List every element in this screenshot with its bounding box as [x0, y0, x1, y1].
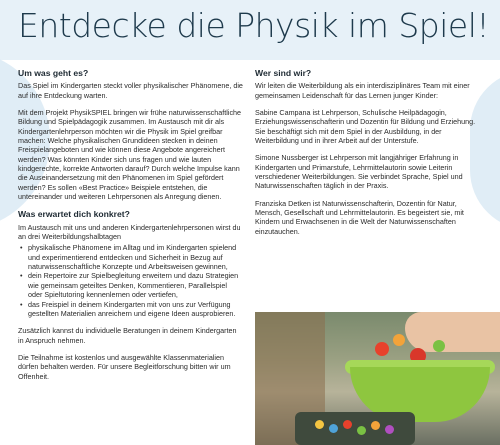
page-title: Entdecke die Physik im Spiel!: [18, 6, 490, 45]
photo-bead: [343, 420, 352, 429]
section-heading-who: Wer sind wir?: [255, 68, 312, 78]
expect-list: [18, 243, 243, 318]
photo-bead: [385, 425, 394, 434]
list-item: • dein Repertoire zur Spielbegleitung erweitern und dazu Strategien wie gemeinsam geteiltes Denken, Kommentieren, Parallelspiel oder Spieltutoring kennenlernen oder vertiefen,: [18, 271, 243, 299]
photo-bead: [371, 421, 380, 430]
list-item: • physikalische Phänomene im Alltag und im Kindergarten spielend und experimentierend entdecken und Sicherheit in Bezug auf naturwissenschaftliche Konzepte und Arbeitsweisen gewinnen,: [18, 243, 243, 271]
photo-hand: [405, 312, 500, 352]
bio-campana: Sabine Campana ist Lehrperson, Schulische Heilpädagogin, Erziehungswissenschafterin und Dozentin für Bildung und Erziehung. Sie beschäftigt sich mit dem Spiel in der Ausbildung, in der Weiterbildung und in ihrer Arbeit auf der Unterstufe.: [255, 107, 476, 145]
photo-ball: [393, 334, 405, 346]
intro-paragraph: Das Spiel im Kindergarten steckt voller physikalischer Phänomene, die auf ihre Entdeckung warten.: [18, 81, 243, 100]
team-paragraph: Wir leiten die Weiterbildung als ein interdisziplinäres Team mit einer gemeinsamen Leidenschaft für das Lernen junger Kinder:: [255, 81, 470, 100]
photo-bead: [357, 426, 366, 435]
photo-bead: [329, 424, 338, 433]
photo-children-playing: [255, 312, 500, 445]
photo-bead: [315, 420, 324, 429]
photo-tray: [295, 412, 415, 445]
section-heading-expect: Was erwartet dich konkret?: [18, 209, 130, 220]
consulting-paragraph: Zusätzlich kannst du individuelle Beratungen in deinem Kindergarten in Anspruch nehmen.: [18, 326, 237, 345]
right-column: [255, 68, 480, 244]
bio-detken: Franziska Detken ist Naturwissenschafterin, Dozentin für Natur, Mensch, Gesellschaft und Lehrmittelautorin. Es begeistert sie, mit Kindern und Erwachsenen in die Welt der Naturwissenschaften einzutauchen.: [255, 198, 464, 236]
participation-paragraph: Die Teilnahme ist kostenlos und ausgewählte Klassenmaterialien dürfen behalten werden. Für unsere Begleitforschung bitten wir um Offenheit.: [18, 352, 231, 381]
project-paragraph: Mit dem Projekt PhysikSPIEL bringen wir frühe naturwissenschaftliche Bildung und Spielpädagogik zusammen. Im Austausch mit dir als Kindergartenlehrperson möchten wir die Physik im Spiel greifbar machen: Welche physikalischen Grundideen stecken in deinen Freispielangeboten und wie können diese Angebote angereichert werden? Was könnten Kinder sich uns fragen und wie lauten kindgerechte, korrekte Antworten darauf? Durch welche Impulse kann die Auseinandersetzung mit den Phänomenen im Spiel gefördert werden? Es sollen «Best Practice» Beispiele entstehen, die untereinander und weiteren Lehrpersonen als Anregung dienen.: [18, 107, 242, 202]
photo-ball: [433, 340, 445, 352]
left-column: [18, 68, 243, 389]
list-item: • das Freispiel in deinem Kindergarten mit von uns zur Verfügung gestellten Materialien anreichern und eigene Ideen ausprobieren.: [18, 300, 243, 319]
expect-paragraph: Im Austausch mit uns und anderen Kindergartenlehrpersonen wirst du an drei Weiterbildungshalbtagen: [18, 222, 241, 242]
photo-ball: [375, 342, 389, 356]
bio-nussberger: Simone Nussberger ist Lehrperson mit langjähriger Erfahrung in Kindergarten und Primarstufe, Lehrmittelautorin sowie Leiterin verschiedener Weiterbildungen. Sie verbindet Sprache, Spiel und Naturwissenschaften täglich in der Praxis.: [255, 153, 463, 191]
section-heading-what: Um was geht es?: [18, 68, 89, 78]
